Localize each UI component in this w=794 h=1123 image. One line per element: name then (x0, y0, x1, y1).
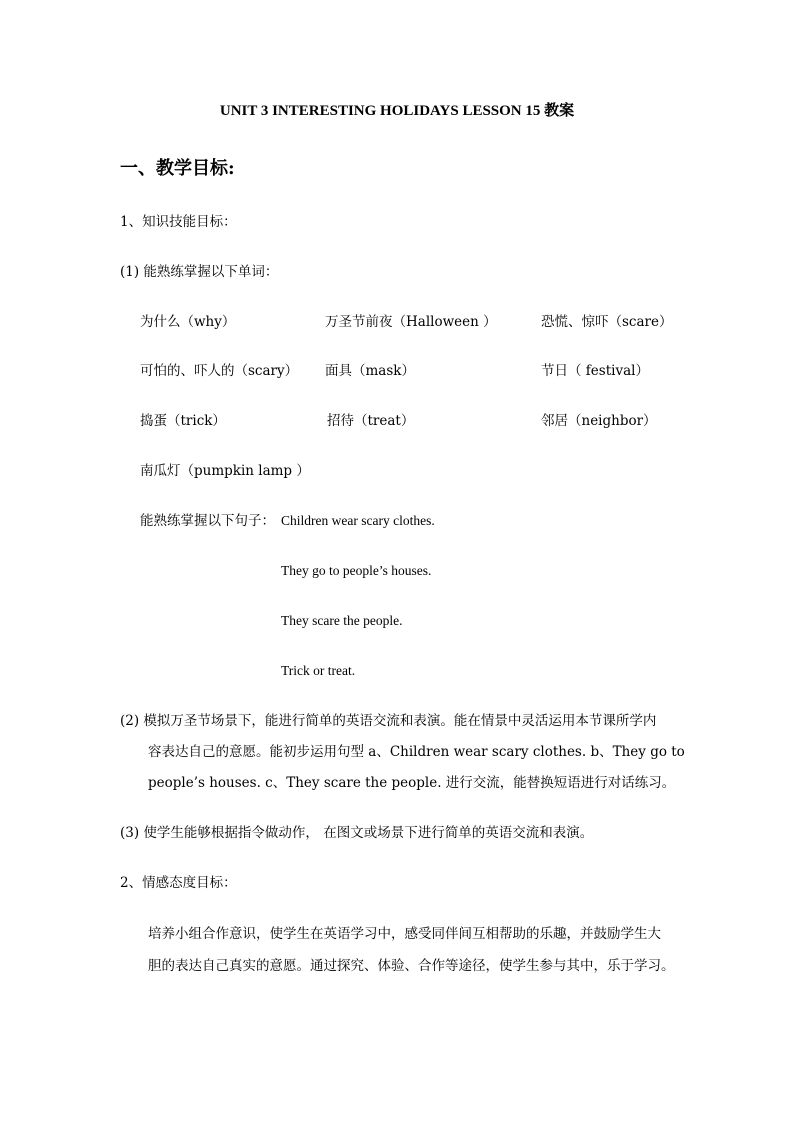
vocab-scare: 恐慌、惊吓（scare） (541, 314, 673, 330)
vocab-halloween: 万圣节前夜（Halloween ） (325, 314, 497, 330)
vocab-mask: 面具（mask） (325, 363, 415, 379)
subheading-emotional-attitude: 2、情感态度目标： (120, 875, 237, 891)
subheading-knowledge-skills: 1、知识技能目标： (120, 214, 237, 230)
vocab-trick: 捣蛋（trick） (140, 413, 226, 429)
sentence-4: Trick or treat. (281, 663, 356, 678)
vocab-festival: 节日（ festival） (541, 363, 649, 379)
section-heading-teaching-goals: 一、教学目标: (120, 158, 235, 179)
item-3: (3) 使学生能够根据指令做动作， 在图文或场景下进行简单的英语交流和表演。 (120, 825, 594, 841)
vocab-pumpkin-lamp: 南瓜灯（pumpkin lamp ） (140, 463, 310, 479)
item-2-line-2: 容表达自己的意愿。能初步运用句型 a、Children wear scary clothes. b、They go to (148, 744, 685, 760)
paragraph-line-1: 培养小组合作意识，使学生在英语学习中，感受同伴间互相帮助的乐趣，并鼓励学生大 (148, 926, 661, 942)
vocab-neighbor: 邻居（neighbor） (541, 413, 657, 429)
item-2-line-3: people’s houses. c、They scare the people. 进行交流，能替换短语进行对话练习。 (148, 775, 676, 791)
vocab-treat: 招待（treat） (327, 413, 415, 429)
item-2-line-1: (2) 模拟万圣节场景下，能进行简单的英语交流和表演。能在情景中灵活运用本节课所学内 (120, 713, 657, 729)
sentences-label: 能熟练掌握以下句子： (140, 513, 275, 529)
sentence-1: Children wear scary clothes. (281, 513, 435, 528)
document-title: UNIT 3 INTERESTING HOLIDAYS LESSON 15 教案 (219, 103, 575, 119)
vocab-why: 为什么（why） (140, 314, 236, 330)
sentence-2: They go to people’s houses. (281, 563, 432, 578)
vocab-scary: 可怕的、吓人的（scary） (140, 363, 299, 379)
paragraph-line-2: 胆的表达自己真实的意愿。通过探究、体验、合作等途径，使学生参与其中，乐于学习。 (148, 958, 675, 974)
sentence-3: They scare the people. (281, 613, 403, 628)
item-1-vocabulary-label: (1) 能熟练掌握以下单词： (120, 264, 279, 280)
